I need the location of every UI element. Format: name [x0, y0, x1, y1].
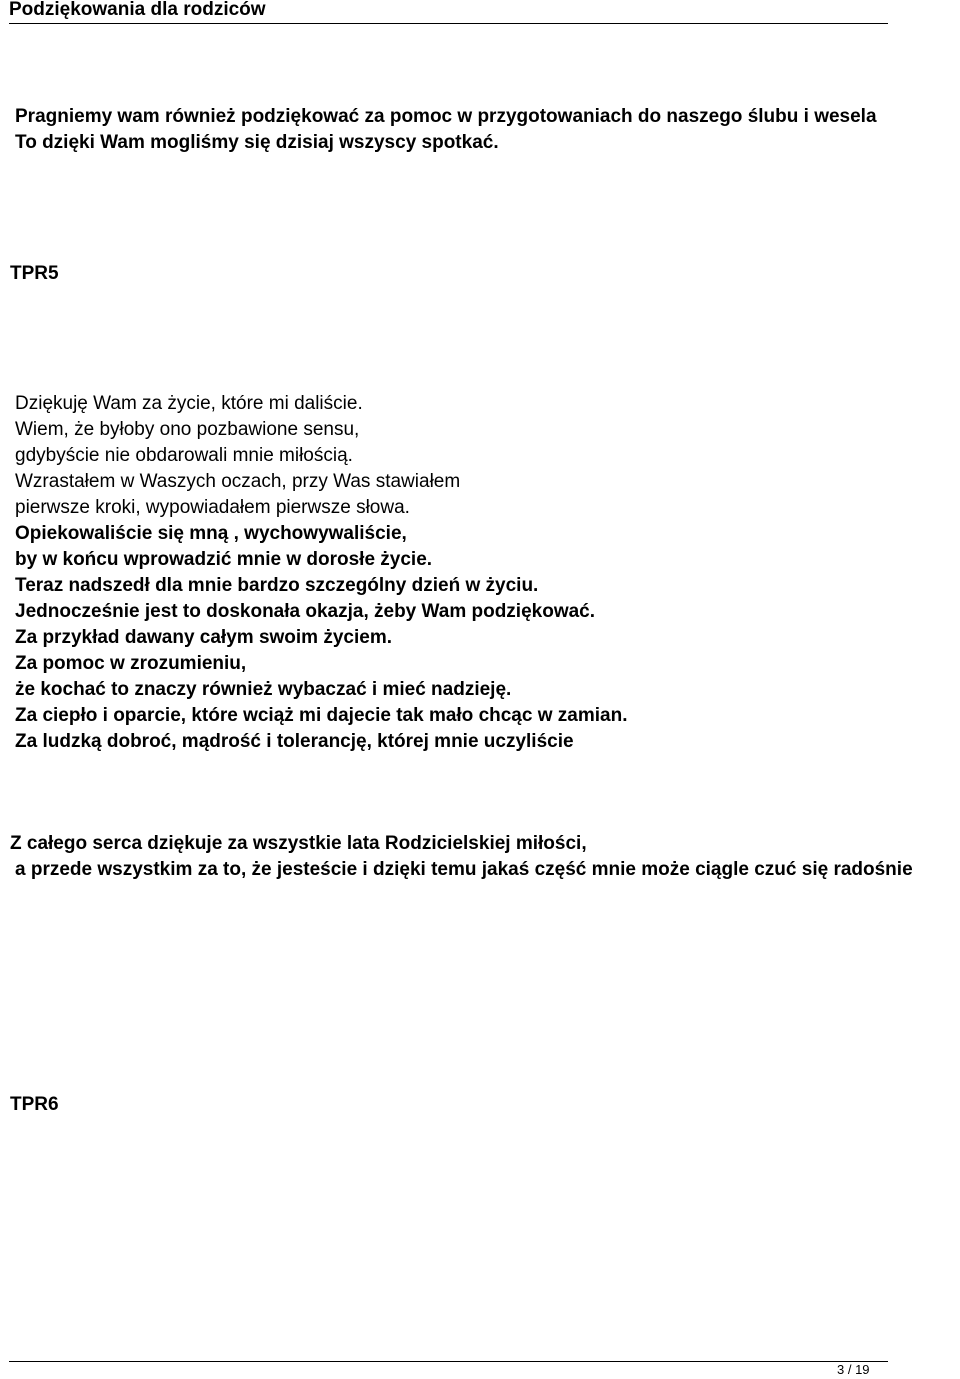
poem-line-12: że kochać to znaczy również wybaczać i mieć nadzieję. — [15, 679, 512, 700]
poem-line-10: Za przykład dawany całym swoim życiem. — [15, 627, 392, 648]
closing-line-1: Z całego serca dziękuje za wszystkie lata Rodzicielskiej miłości, — [10, 833, 587, 854]
poem-line-13: Za ciepło i oparcie, które wciąż mi dajecie tak mało chcąc w zamian. — [15, 705, 628, 726]
poem-line-5: pierwsze kroki, wypowiadałem pierwsze słowa. — [15, 497, 410, 518]
poem-line-9: Jednocześnie jest to doskonała okazja, żeby Wam podziękować. — [15, 601, 596, 622]
section-label-tpr6: TPR6 — [10, 1094, 59, 1115]
intro-line-1: Pragniemy wam również podziękować za pomoc w przygotowaniach do naszego ślubu i wesela — [15, 106, 877, 127]
poem-line-2: Wiem, że byłoby ono pozbawione sensu, — [15, 419, 360, 440]
page-title: Podziękowania dla rodziców — [9, 0, 266, 20]
poem-line-14: Za ludzką dobroć, mądrość i tolerancję, której mnie uczyliście — [15, 731, 574, 752]
poem-line-7: by w końcu wprowadzić mnie w dorosłe życie. — [15, 549, 433, 570]
poem-line-3: gdybyście nie obdarowali mnie miłością. — [15, 445, 353, 466]
poem-line-11: Za pomoc w zrozumieniu, — [15, 653, 247, 674]
footer-rule — [9, 1361, 888, 1362]
poem-line-6: Opiekowaliście się mną , wychowywaliście, — [15, 523, 407, 544]
closing-line-2: a przede wszystkim za to, że jesteście i dzięki temu jakaś część mnie może ciągle czuć się radośnie — [15, 859, 913, 880]
section-label-tpr5: TPR5 — [10, 263, 59, 284]
page-number: 3 / 19 — [837, 1362, 870, 1377]
header-rule — [9, 23, 888, 24]
poem-line-1: Dziękuję Wam za życie, które mi daliście. — [15, 393, 363, 414]
poem-line-4: Wzrastałem w Waszych oczach, przy Was stawiałem — [15, 471, 461, 492]
intro-line-2: To dzięki Wam mogliśmy się dzisiaj wszyscy spotkać. — [15, 132, 499, 153]
poem-line-8: Teraz nadszedł dla mnie bardzo szczególny dzień w życiu. — [15, 575, 539, 596]
